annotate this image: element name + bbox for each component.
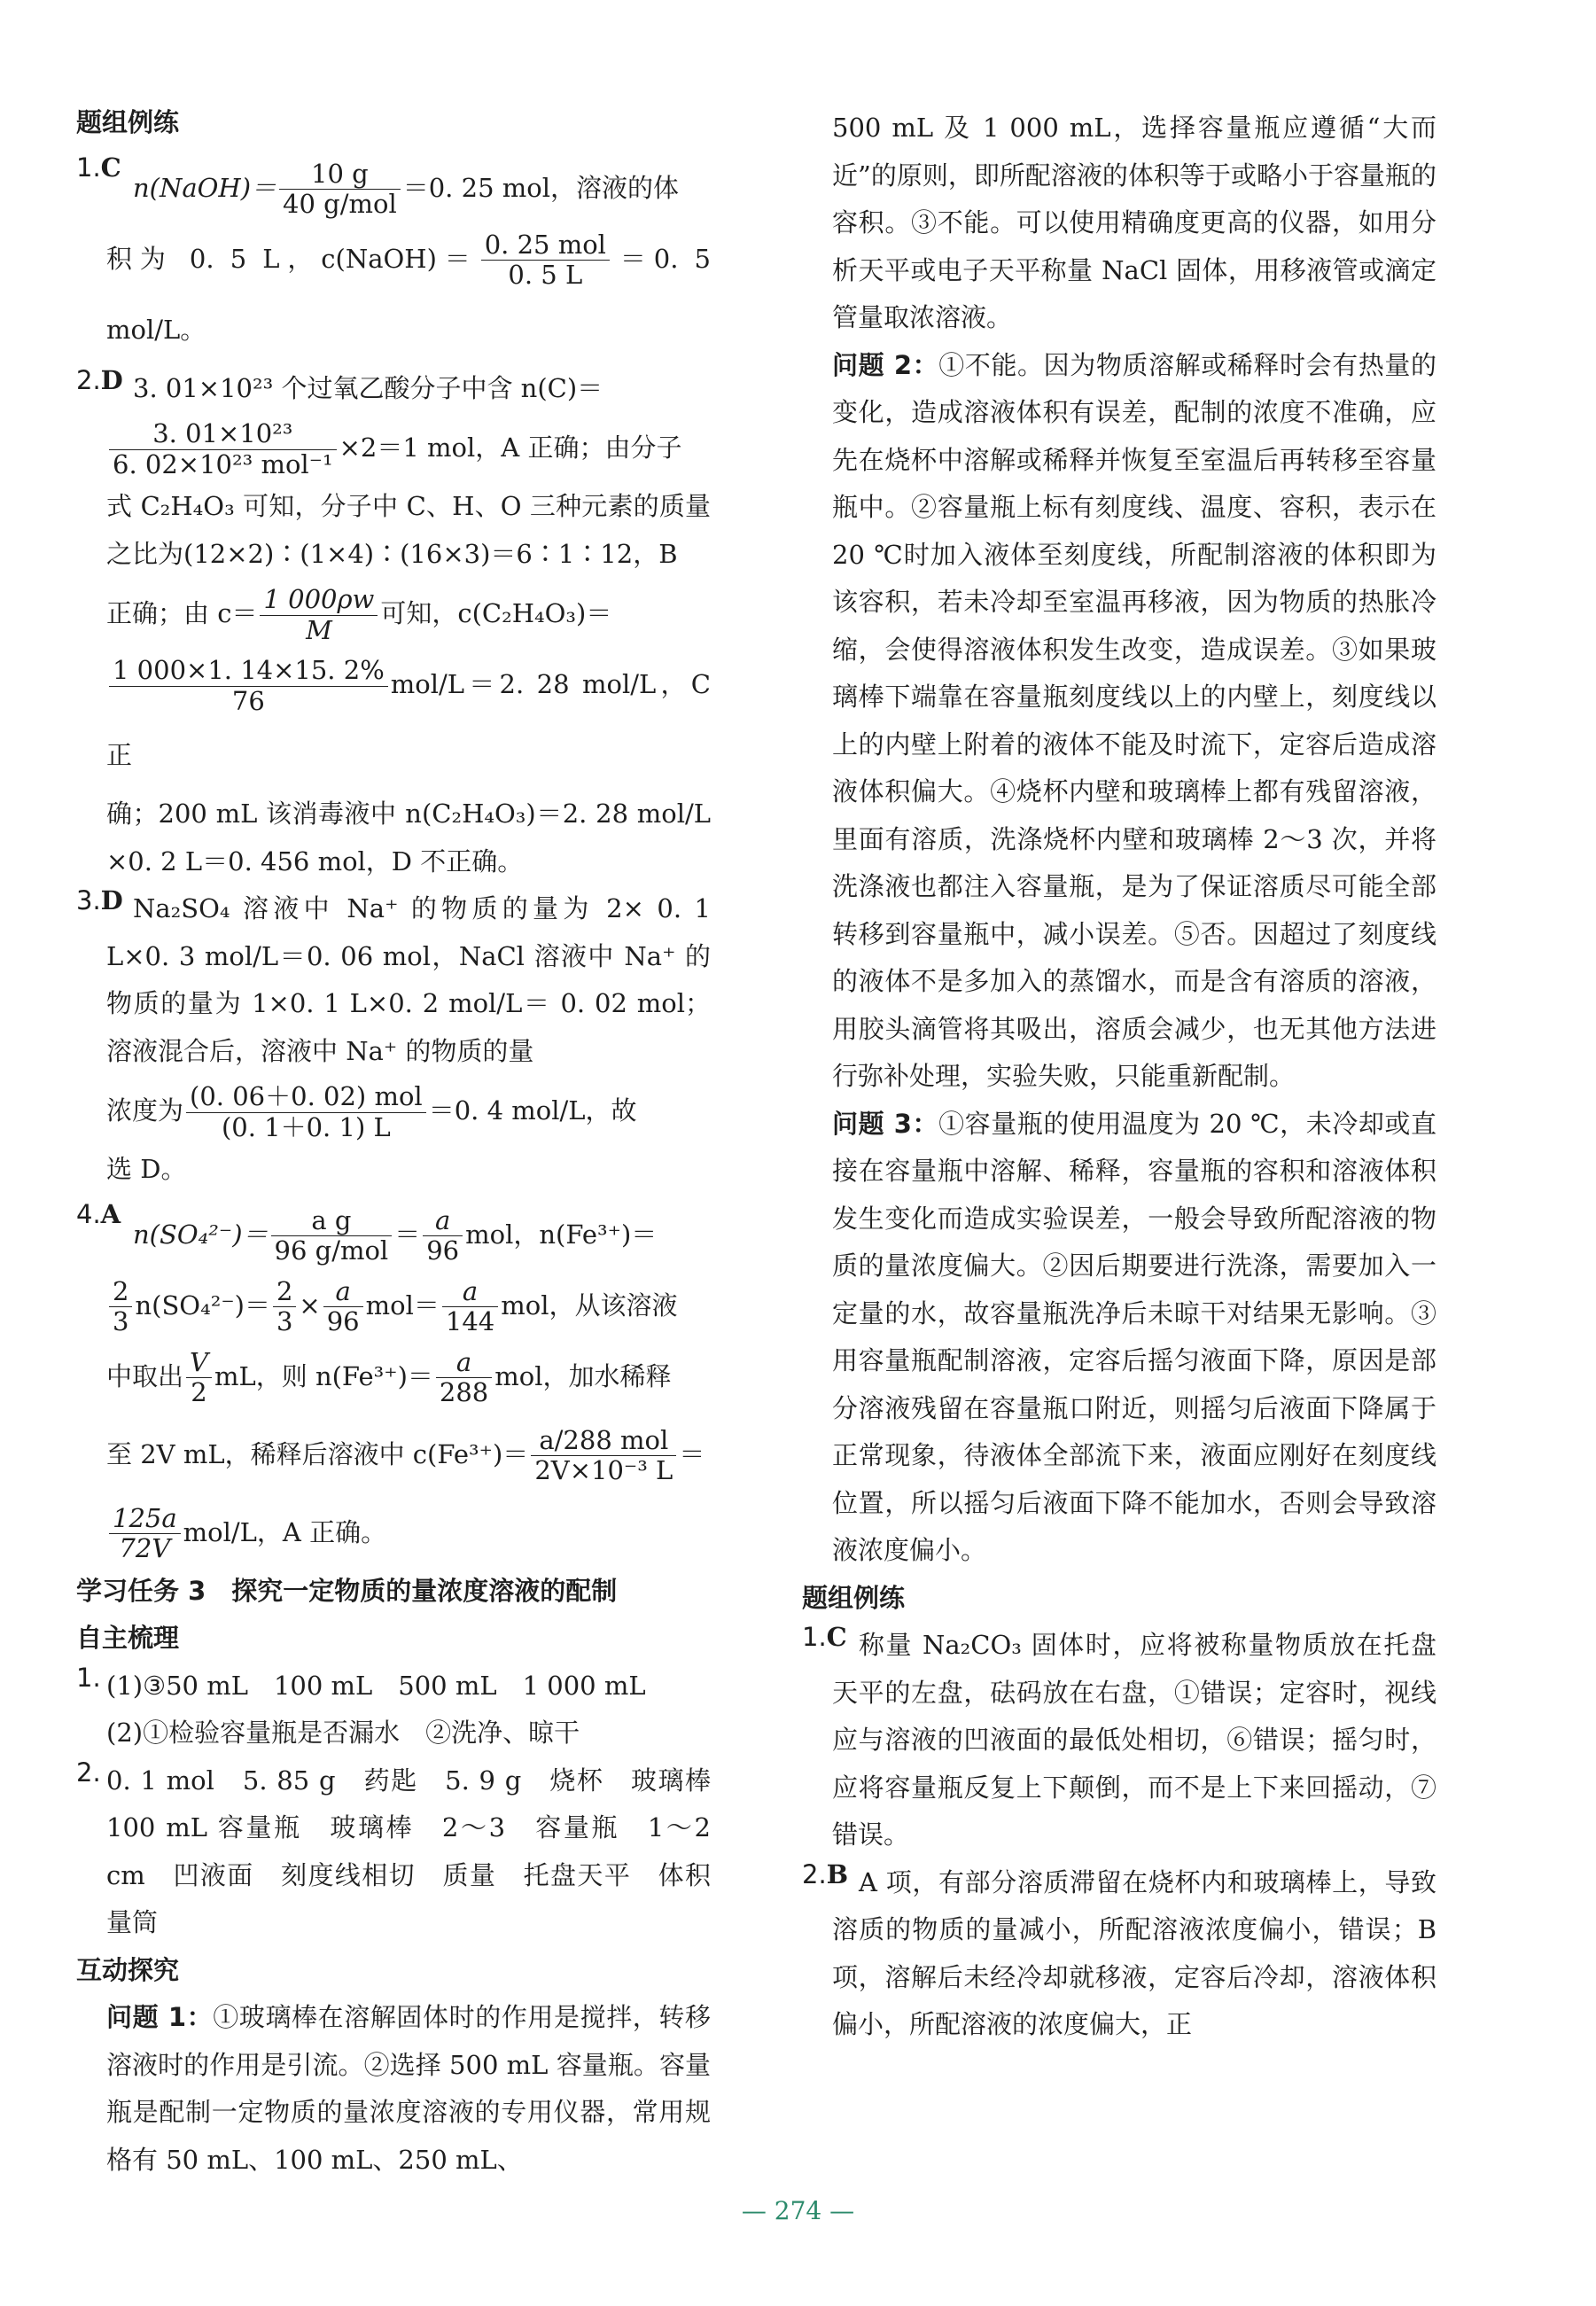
fraction: $\frac{\text{a/288 mol}}{\text{2V×10⁻³ L}}$ [531,1426,676,1486]
problem-2-label: 问题 2： [832,349,939,380]
fraction: $\frac{a}{144}$ [442,1277,498,1337]
fraction: $\frac{\text{0. 25 mol}}{0. 5 L}$ [481,230,610,291]
heading-exercise: 题组例练 [76,107,180,137]
summary-2: 2. 0. 1 mol 5. 85 g 药匙 5. 9 g 烧杯 玻璃棒 100 mL 容量瓶 玻璃棒 2～3 容量瓶 1～2 cm 凹液面 刻度线相切 质量 托盘天平 体积 量筒 [76,1757,737,1937]
exercise-2: 2.B A 项，有部分溶质滞留在烧杯内和玻璃棒上，导致溶质的物质的量减小，所配溶液浓度偏小，错误；B 项，溶解后未经冷却就移液，定容后冷却，溶液体积偏小，所配溶液的浓度偏大，正 [802,1858,1436,2039]
fraction: $\frac{\text{3. 01×10²³}}{\text{6. 02×10²³ mol⁻¹}}$ [109,419,337,479]
fraction: $\frac{a}{288}$ [436,1348,492,1408]
fraction: $\frac{\text{a g}}{\text{96 g/mol}}$ [271,1206,393,1266]
answer-letter: A [100,1198,121,1229]
question-1: 1.C n(NaOH)＝ $\frac{10 g}{\text{40 g/mol}}$ ＝0. 25 mol，溶液的体 积为 0. 5 L，c(NaOH)＝ $\frac{\text{0. 25 mol}}{0. 5 L}$ ＝0. 5 mol/L。 [76,152,711,345]
fraction: $\frac{a}{96}$ [423,1206,463,1266]
answer-letter: D [100,885,123,915]
heading-self-study: 自主梳理 [76,1623,180,1653]
fraction: $\frac{125a}{72V}$ [109,1504,181,1564]
summary-1: 1. (1)③50 mL 100 mL 500 mL 1 000 mL (2)①检验容量瓶是否漏水 ②洗净、晾干 [76,1662,646,1748]
fraction: $\frac{a}{96}$ [323,1277,363,1337]
problem-1-label: 问题 1： [106,2002,214,2032]
answer-letter: D [100,364,123,395]
heading-task-3: 学习任务 3 探究一定物质的量浓度溶液的配制 [76,1575,618,1606]
question-3: 3.D Na₂SO₄ 溶液中 Na⁺ 的物质的量为 2× 0. 1 L×0. 3 mol/L＝0. 06 mol，NaCl 溶液中 Na⁺ 的物质的量为 1×0. 1 L×0. 2 mol/L＝ 0. 02 mol；溶液混合后，溶液中 Na⁺ 的物质的量 浓度为 $\frac{\text{(0. 06＋0. 02) mol}}{(0. 1+0. 1) L}$ ＝0. 4 mol/L，故 选 D。 [76,885,711,1184]
fraction: $\frac{1 000\rho w}{M}$ [260,585,378,645]
answer-letter: C [100,152,121,183]
answer-letter: B [826,1858,849,1889]
question-4: 4.A n(SO₄²⁻)＝ $\frac{\text{a g}}{\text{96 g/mol}}$ ＝ $\frac{a}{96}$ mol，n(Fe³⁺)＝ $\frac{2}{3}$ n(SO₄²⁻)＝ $\frac{2}{3}$ × $\frac{a}{96}$ mol＝ $\frac{a}{144}$ mol，从该溶液 中取出 $\frac{V}{2}$ mL，则 n(Fe³⁺)＝ $\frac{a}{288}$ mol，加水稀释 至 2V mL，稀释后溶液中 c(Fe³⁺)＝ $\frac{\text{a/288 mol}}{\text{2V×10⁻³ L}}$ ＝ $\frac{125a}{72V}$ mol/L，A 正确。 [76,1198,705,1563]
answer-letter: C [826,1622,847,1652]
heading-interactive: 互动探究 [76,1954,180,1985]
fraction: $\frac{10 g}{\text{40 g/mol}}$ [279,160,401,220]
heading-exercise-2: 题组例练 [802,1582,906,1613]
exercise-1: 1.C 称量 Na₂CO₃ 固体时，应将被称量物质放在托盘天平的左盘，砝码放在右盘，①错误；定容时，视线应与溶液的凹液面的最低处相切，⑥错误；摇匀时，应将容量瓶反复上下颠倒，而不是上下来回摇动，⑦错误。 [802,1622,1436,1850]
fraction: $\frac{1 000\times 1. 14\times 15. 2\%}{76}$ [109,656,388,716]
problem-2: 问题 2：①不能。因为物质溶解或稀释时会有热量的变化，造成溶液体积有误差，配制的浓度不准确，应先在烧杯中溶解或稀释并恢复至室温后再转移至容量瓶中。②容量瓶上标有刻度线、温度、容积，表示在 20 ℃时加入液体至刻度线，所配制溶液的体积即为该容积，若未冷却至室温再移液，因为物质的热胀冷缩，会使得溶液体积发生改变，造成误差。③如果玻璃棒下端靠在容量瓶刻度线以上的内壁上，刻度线以上的内壁上附着的液体不能及时流下，定容后造成溶液体积偏大。④烧杯内壁和玻璃棒上都有残留溶液，里面有溶质，洗涤烧杯内壁和玻璃棒 2～3 次，并将洗涤液也都注入容量瓶，是为了保证溶质尽可能全部转移到容量瓶中，减小误差。⑤否。因超过了刻度线的液体不是多加入的蒸馏水，而是含有溶质的溶液，用胶头滴管将其吸出，溶质会减少，也无其他方法进行弥补处理，实验失败，只能重新配制。 [832,349,1436,1091]
problem-3-label: 问题 3： [832,1108,939,1139]
question-2: 2.D 3. 01×10²³ 个过氧乙酸分子中含 n(C)＝ $\frac{\text{3. 01×10²³}}{\text{6. 02×10²³ mol⁻¹}}$ ×2＝1 mol，A 正确；由分子 式 C₂H₄O₃ 可知，分子中 C、H、O 三种元素的质量之比为(12×2)∶(1×4)∶(16×3)＝6∶1∶12，B 正确；由 c＝ $\frac{1 000\rho w}{M}$ 可知，c(C₂H₄O₃)＝ $\frac{1 000\times 1. 14\times 15. 2\%}{76}$ mol/L＝2. 28 mol/L，C 正 确；200 mL 该消毒液中 n(C₂H₄O₃)＝2. 28 mol/L ×0. 2 L＝0. 456 mol，D 不正确。 [76,364,711,876]
problem-1: 问题 1：①玻璃棒在溶解固体时的作用是搅拌，转移溶液时的作用是引流。②选择 500 mL 容量瓶。容量瓶是配制一定物质的量浓度溶液的专用仪器，常用规格有 50 mL、100 mL、250 mL、 [106,2002,711,2175]
left-column [76,99,737,2184]
page-number: — 274 — [741,2196,855,2225]
fraction: $\frac{\text{(0. 06＋0. 02) mol}}{(0. 1+0. 1) L}$ [186,1082,426,1142]
fraction: $\frac{2}{3}$ [109,1277,132,1337]
fraction: $\frac{2}{3}$ [273,1277,296,1337]
problem-1-continued: 500 mL 及 1 000 mL，选择容量瓶应遵循“大而近”的原则，即所配溶液的体积等于或略小于容量瓶的容积。③不能。可以使用精确度更高的仪器，如用分析天平或电子天平称量 NaCl 固体，用移液管或滴定管量取浓溶液。 [832,113,1436,332]
fraction: $\frac{V}{2}$ [186,1348,212,1408]
problem-3: 问题 3：①容量瓶的使用温度为 20 ℃，未冷却或直接在容量瓶中溶解、稀释，容量瓶的容积和溶液体积发生变化而造成实验误差，一般会导致所配溶液的物质的量浓度偏大。②因后期要进行洗涤，需要加入一定量的水，故容量瓶洗净后未晾干对结果无影响。③用容量瓶配制溶液，定容后摇匀液面下降，原因是部分溶液残留在容量瓶口附近，则摇匀后液面下降属于正常现象，待液体全部流下来，液面应刚好在刻度线位置，所以摇匀后液面下降不能加水，否则会导致溶液浓度偏小。 [832,1108,1436,1565]
right-column [802,105,1436,2049]
